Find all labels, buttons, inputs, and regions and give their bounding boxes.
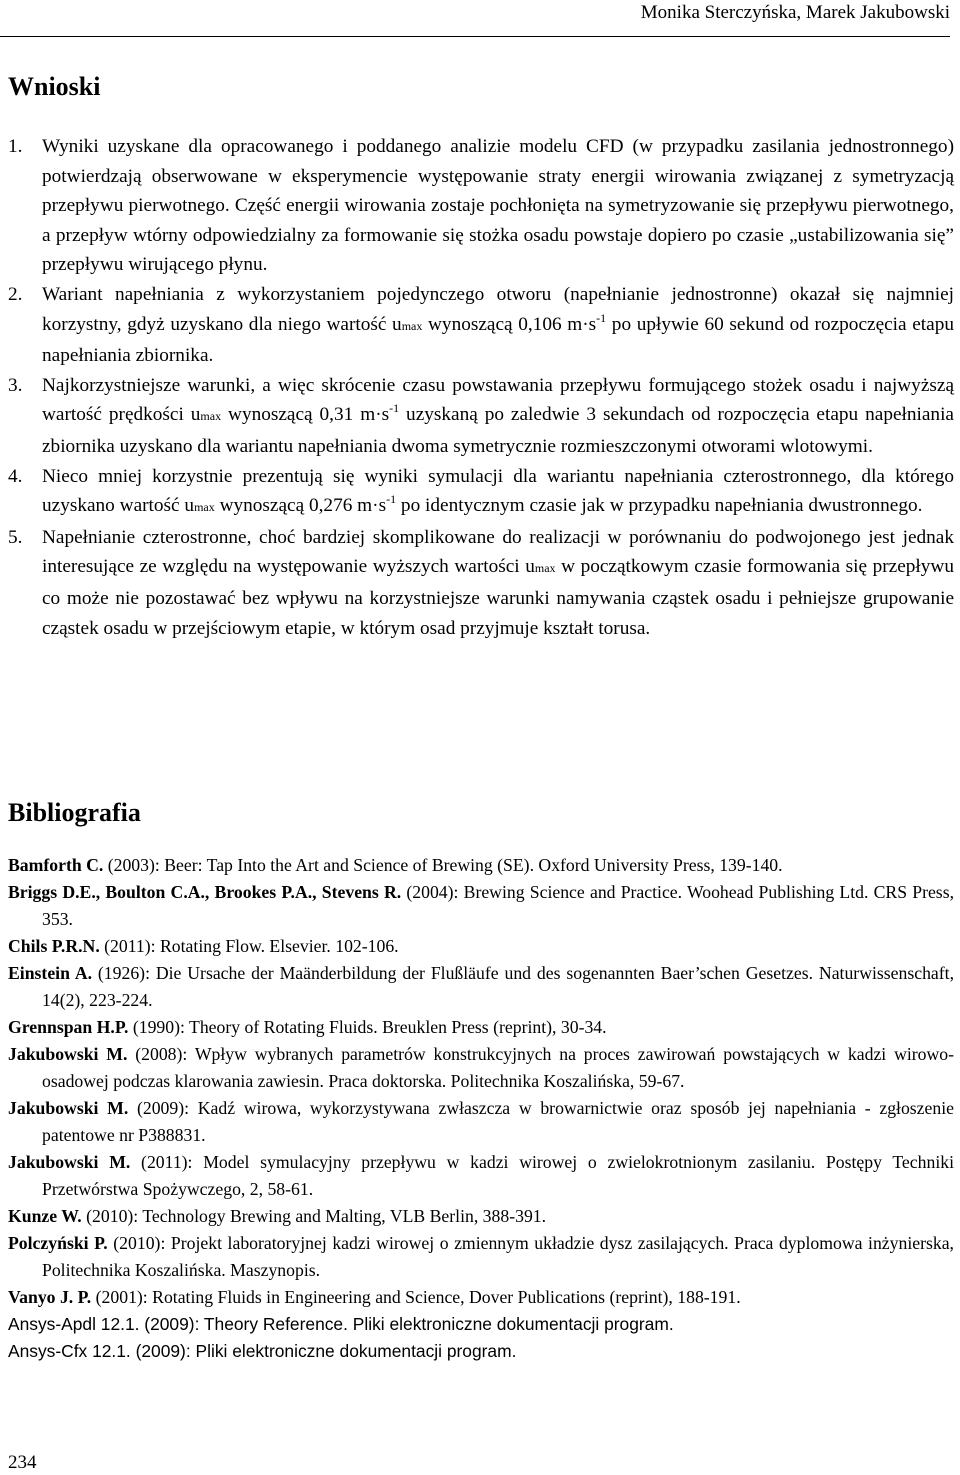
entry-author: Briggs D.E., Boulton C.A., Brookes P.A., Stevens R. [8, 882, 402, 902]
conclusion-text [42, 466, 954, 517]
entry-author: Jakubowski M. [8, 1152, 131, 1172]
entry-author: Kunze W. [8, 1206, 82, 1226]
bibliography-entry [8, 960, 954, 1014]
text-part: Najkorzystniejsze warunki, a więc skrócenie czasu powstawania przepływu formującego stożek osadu i najwyższą wartość prędkości u [42, 374, 954, 426]
conclusion-item-2 [8, 280, 954, 371]
subscript: max [200, 409, 222, 424]
entry-text: (2008): Wpływ wybranych parametrów konstrukcyjnych na proces zawirowań powstających w kadzi wirowo-osadowej podczas klarowania zawiesin. Praca doktorska. Politechnika Koszalińska, 59-67. [42, 1044, 954, 1091]
conclusions-list [8, 132, 954, 643]
text-part: Wariant napełniania z wykorzystaniem pojedynczego otworu (napełnianie jednostronne) okazał się najmniej korzystny, gdyż uzyskano dla niego wartość u [42, 283, 954, 335]
entry-text: (1990): Theory of Rotating Fluids. Breuklen Press (reprint), 30-34. [128, 1017, 607, 1037]
subscript: max [401, 318, 423, 333]
bibliography-entry [8, 852, 954, 879]
conclusion-text [42, 284, 954, 366]
text-part: po identycznym czasie jak w przypadku napełniania dwustronnego. [396, 495, 923, 517]
entry-author: Grennspan H.P. [8, 1017, 129, 1037]
subscript: max [534, 561, 556, 576]
bibliography-entry [8, 1149, 954, 1203]
section-heading-bibliography: Bibliografia [8, 798, 141, 827]
text-part: wynoszącą 0,276 m·s [214, 495, 387, 517]
bibliography-entry [8, 1014, 954, 1041]
section-heading-conclusions: Wnioski [8, 72, 101, 101]
entry-text: (2003): Beer: Tap Into the Art and Science of Brewing (SE). Oxford University Press, 139-140. [103, 855, 783, 875]
bibliography-entry [8, 1095, 954, 1149]
entry-author: Einstein A. [8, 963, 93, 983]
page-number: 234 [8, 1452, 37, 1473]
entry-author: Chils P.R.N. [8, 936, 100, 956]
conclusion-item-5 [8, 523, 954, 643]
superscript: -1 [596, 310, 607, 325]
entry-text: Ansys-Apdl 12.1. (2009): Theory Reference. Pliki elektroniczne dokumentacji program. [8, 1314, 674, 1334]
bibliography-entry [8, 1230, 954, 1284]
entry-author: Polczyński P. [8, 1233, 108, 1253]
text-part: po upływie 60 sekund od rozpoczęcia etapu napełniania zbiornika. [42, 313, 954, 367]
text-part: uzyskaną po zaledwie 3 sekundach od rozpoczęcia etapu napełniania zbiornika uzyskano dla wariantu napełniania dwoma symetrycznie rozmieszczonymi otworami wlotowymi. [42, 404, 954, 457]
conclusion-number: 5. [8, 526, 23, 548]
entry-text: Ansys-Cfx 12.1. (2009): Pliki elektroniczne dokumentacji program. [8, 1341, 517, 1361]
conclusion-text: Wyniki uzyskane dla opracowanego i poddanego analizie modelu CFD (w przypadku zasilania jednostronnego) potwierdzają obserwowane w eksperymencie występowanie straty energii wirowania związanej z symetryzacją przepływu pierwotnego. Część energii wirowania zostaje pochłonięta na symetryzowanie się przepływu pierwotnego, a przepływ wtórny odpowiedzialny za formowanie się stożka osadu powstaje dopiero po czasie „ustabilizowania się” przepływu wirującego płynu. [42, 136, 954, 276]
bibliography-entry [8, 1203, 954, 1230]
conclusion-item-1 [8, 132, 954, 280]
conclusion-item-3 [8, 371, 954, 462]
entry-author: Jakubowski M. [8, 1044, 128, 1064]
conclusion-item-4 [8, 462, 954, 523]
bibliography-entry [8, 1041, 954, 1095]
bibliography-entry [8, 879, 954, 933]
bibliography-entry [8, 1284, 954, 1311]
text-part: wynoszącą 0,31 m·s [221, 404, 390, 426]
bibliography-list [8, 852, 954, 1365]
entry-text: (2001): Rotating Fluids in Engineering and Science, Dover Publications (reprint), 188-191. [91, 1287, 741, 1307]
conclusion-number: 4. [8, 465, 23, 487]
text-part: wynoszącą 0,106 m·s [422, 313, 597, 335]
entry-author: Bamforth C. [8, 855, 104, 875]
text-part: Napełnianie czterostronne, choć bardziej skomplikowane do realizacji w porównaniu do podwojonego jest jednak interesujące ze względu na występowanie wyższych wartości u [42, 526, 954, 578]
conclusion-text [42, 527, 954, 639]
entry-text: (2009): Kadź wirowa, wykorzystywana zwłaszcza w browarnictwie oraz sposób jej napełniania - zgłoszenie patentowe nr P388831. [42, 1098, 954, 1145]
bibliography-entry [8, 933, 954, 960]
subscript: max [194, 500, 215, 515]
conclusion-number: 3. [8, 374, 23, 396]
bibliography-entry [8, 1311, 954, 1338]
entry-author: Jakubowski M. [8, 1098, 129, 1118]
entry-author: Vanyo J. P. [8, 1287, 92, 1307]
superscript: -1 [389, 401, 400, 416]
conclusion-text [42, 375, 954, 457]
entry-text: (1926): Die Ursache der Maänderbildung der Flußläufe und des sogenannten Baer’schen Gesetzes. Naturwissenschaft, 14(2), 223-224. [42, 963, 954, 1010]
text-part: w początkowym czasie formowania się przepływu co może nie pozostawać bez wpływu na korzystniejsze warunki namywania cząstek osadu i pełniejsze grupowanie cząstek osadu w przejściowym etapie, w którym osad przyjmuje kształt torusa. [42, 556, 954, 639]
entry-text: (2011): Rotating Flow. Elsevier. 102-106. [99, 936, 399, 956]
running-header [0, 2, 950, 37]
bibliography-entry [8, 1338, 954, 1365]
conclusion-number: 1. [8, 136, 23, 157]
text-part: Nieco mniej korzystnie prezentują się wyniki symulacji dla wariantu napełniania czterostronnego, dla którego uzyskano wartość u [42, 465, 954, 517]
header-authors: Monika Sterczyńska, Marek Jakubowski [640, 2, 950, 23]
entry-text: (2010): Projekt laboratoryjnej kadzi wirowej o zmiennym układzie dysz zasilających. Praca dyplomowa inżynierska, Politechnika Koszalińska. Maszynopis. [42, 1233, 954, 1280]
entry-text: (2010): Technology Brewing and Malting, VLB Berlin, 388-391. [81, 1206, 547, 1226]
entry-text: (2011): Model symulacyjny przepływu w kadzi wirowej o zwielokrotnionym zasilaniu. Postępy Techniki Przetwórstwa Spożywczego, 2, 58-61. [42, 1152, 954, 1199]
entry-text: (2004): Brewing Science and Practice. Woohead Publishing Ltd. CRS Press, 353. [42, 882, 954, 929]
superscript: -1 [386, 492, 397, 507]
conclusion-number: 2. [8, 283, 23, 305]
